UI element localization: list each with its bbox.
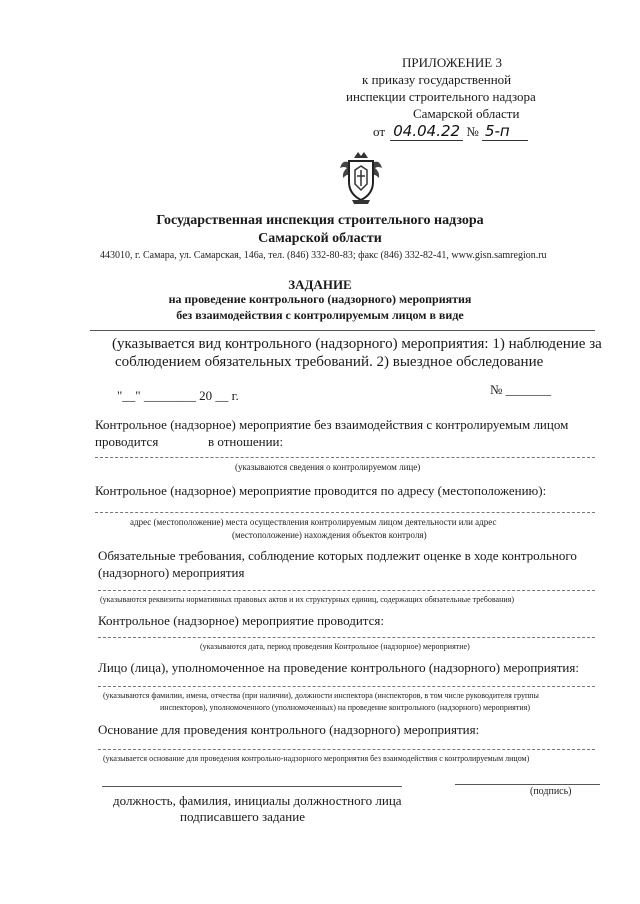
appendix-line4: Самарской области [413,106,520,121]
section4-hint: (указываются дата, период проведения Контрольное (надзорное) мероприятие) [200,642,470,651]
inspection-kind-line2: соблюдением обязательных требований. 2) выездное обследование [115,354,544,370]
section6-line1: Основание для проведения контрольного (надзорного) мероприятия: [98,722,480,737]
section2-hint-line2: (местоположение) нахождения объектов контроля) [232,530,427,540]
section1-field-line [95,457,595,458]
appendix-line1: ПРИЛОЖЕНИЕ 3 [402,55,502,70]
task-subtitle-line2: без взаимодействия с контролируемым лицом в виде [176,308,464,322]
coat-of-arms-emblem [338,150,384,206]
section1-hint: (указываются сведения о контролируемом лице) [235,462,421,472]
org-address: 443010, г. Самара, ул. Самарская, 146а, тел. (846) 332-80-83; факс (846) 332-82-41, www.gisn.samregion.ru [100,250,547,261]
section6-field-line [98,749,595,750]
org-name-line2: Самарской области [258,231,382,246]
org-name-line1: Государственная инспекция строительного надзора [156,213,484,228]
section5-hint-line2: инспекторов), уполномоченного (уполномоченных) на проведение контрольного (надзорного) мероприятия) [160,703,530,712]
appendix-date-row [373,122,528,141]
section3-line1: Обязательные требования, соблюдение которых подлежит оценке в ходе контрольного [98,548,577,563]
appendix-number-sign: № [466,124,479,139]
task-number-field: № _______ [490,382,552,397]
coat-of-arms-icon [338,150,384,206]
section4-line1: Контрольное (надзорное) мероприятие проводится: [98,613,385,628]
section3-hint: (указываются реквизиты нормативных правовых актов и их структурных единиц, содержащих обязательные требования) [100,595,514,604]
task-date-field: "__" ________ 20 __ г. [117,388,239,403]
section5-hint-line1: (указываются фамилии, имена, отчества (при наличии), должности инспектора (инспекторов, в том числе руководителя группы [103,691,539,700]
section3-line2: (надзорного) мероприятия [98,565,245,580]
task-title: ЗАДАНИЕ [288,277,352,292]
section2-field-line [95,512,595,513]
appendix-line3: инспекции строительного надзора [346,89,536,104]
section1-line2a: проводится [95,434,159,449]
signature-label: (подпись) [530,786,572,797]
inspection-kind-line1: (указывается вид контрольного (надзорного) мероприятия: 1) наблюдение за [112,336,602,352]
signature-position-label2: подписавшего задание [180,809,305,824]
section2-hint-line1: адрес (местоположение) места осуществления контролируемым лицом деятельности или адрес [130,517,497,527]
section2-line1: Контрольное (надзорное) мероприятие проводится по адресу (местоположению): [95,483,547,498]
section6-hint: (указывается основание для проведения контрольно-надзорного мероприятия без взаимодействия с контролируемым лицом) [103,754,530,763]
appendix-number-handwritten: 5-п [482,122,528,141]
section1-line1: Контрольное (надзорное) мероприятие без взаимодействия с контролируемым лицом [95,417,569,432]
section5-line1: Лицо (лица), уполномоченное на проведение контрольного (надзорного) мероприятия: [98,660,579,675]
appendix-line2: к приказу государственной [362,72,512,87]
section1-line2b: в отношении: [208,434,284,449]
task-kind-underline [90,330,595,331]
appendix-date-handwritten: 04.04.22 [390,122,463,141]
section3-field-line [98,590,595,591]
appendix-date-prefix: от [373,124,386,139]
section4-field-line [98,637,595,638]
signature-line [455,784,600,785]
task-subtitle-line1: на проведение контрольного (надзорного) мероприятия [168,292,472,306]
section5-field-line [98,686,595,687]
signature-position-label: должность, фамилия, инициалы должностного лица [113,793,402,808]
signature-position-line [102,786,402,787]
